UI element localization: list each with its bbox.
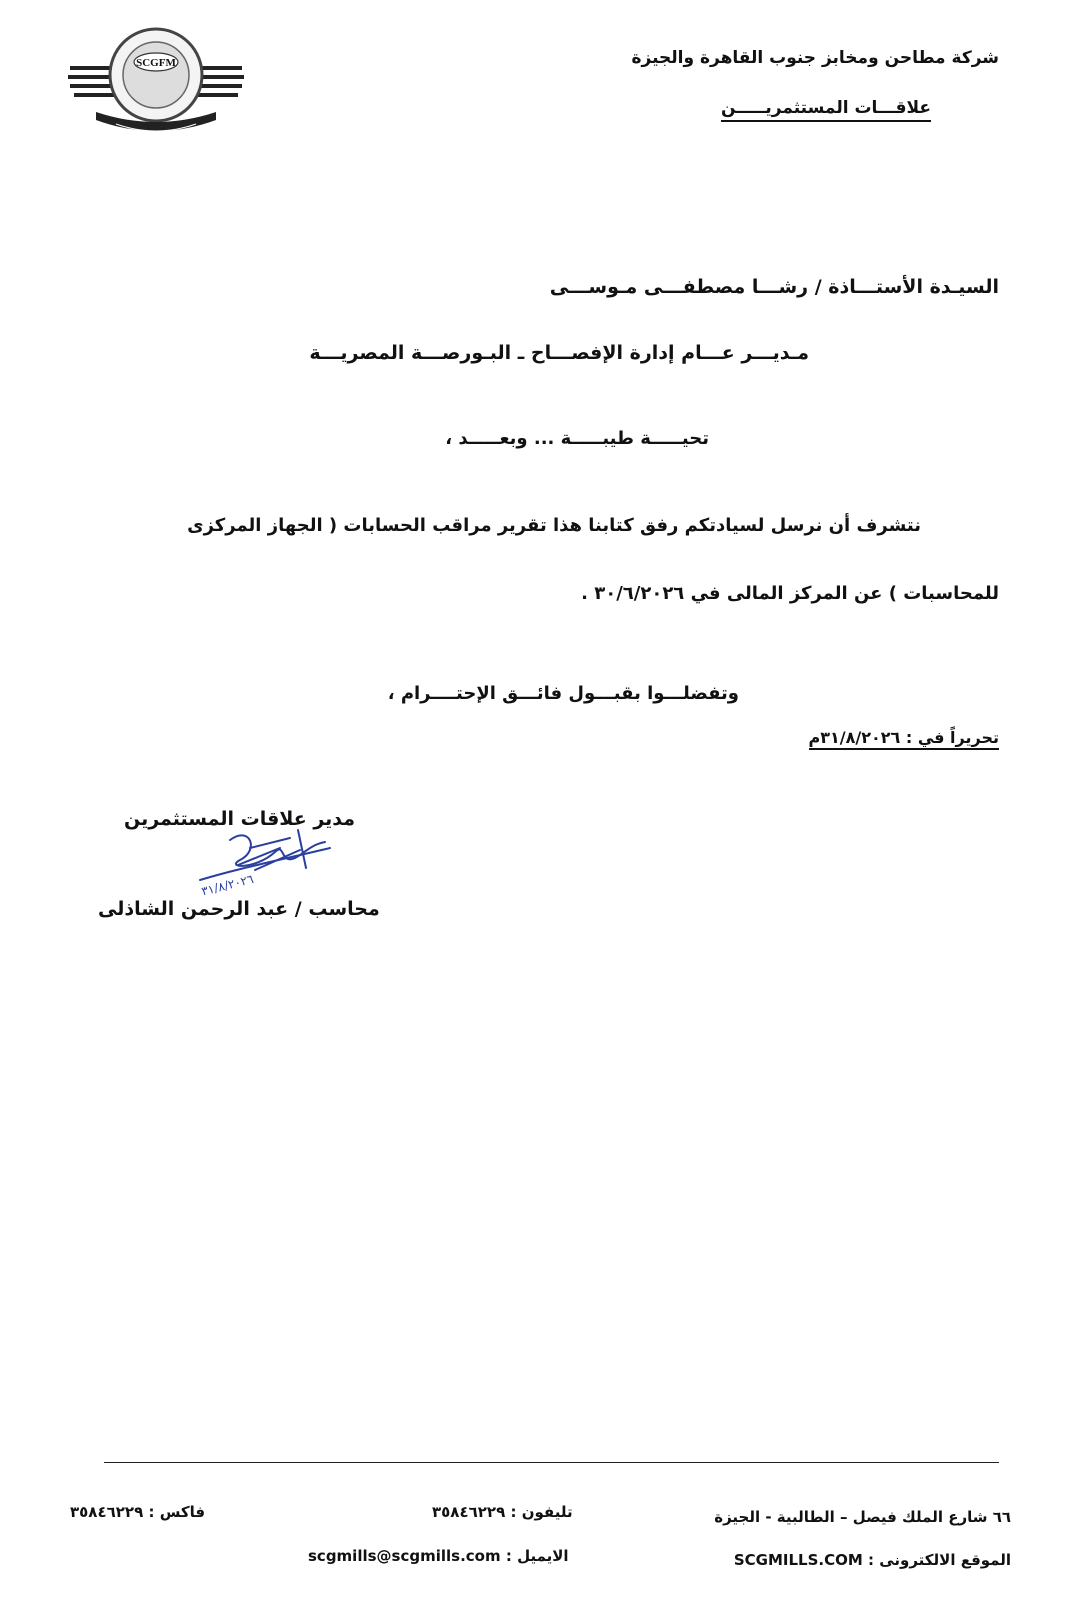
recipient-name: السيـدة الأستـــاذة / رشـــا مصطفـــى مـوســـى xyxy=(549,276,999,298)
fax-value: ٣٥٨٤٦٢٢٩ xyxy=(70,1503,144,1521)
closing-line: وتفضلـــوا بقبـــول فائـــق الإحتــــرام ، xyxy=(387,683,739,704)
signatory-name: محاسب / عبد الرحمن الشاذلى xyxy=(98,898,380,920)
footer-divider xyxy=(104,1462,999,1463)
footer-email xyxy=(308,1547,569,1565)
email-value[interactable]: scgmills@scgmills.com xyxy=(308,1547,501,1565)
website-value[interactable]: SCGMILLS.COM xyxy=(733,1551,863,1569)
body-paragraph-line-1: نتشرف أن نرسل لسيادتكم رفق كتابنا هذا تقرير مراقب الحسابات ( الجهاز المركزى xyxy=(187,515,921,536)
footer-website xyxy=(734,1551,1011,1569)
phone-label: تليفون : xyxy=(510,1503,573,1521)
handwritten-signature xyxy=(180,820,350,910)
company-name: شركة مطاحن ومخابز جنوب القاهرة والجيزة xyxy=(631,48,999,68)
body-paragraph-line-2: للمحاسبات ) عن المركز المالى في ٣٠/٦/٢٠٢٦ . xyxy=(581,583,999,604)
signature-date: ٣١/٨/٢٠٢٦ xyxy=(199,871,255,899)
logo-text: SCGFM xyxy=(136,57,176,69)
recipient-title: مـديـــر عـــام إدارة الإفصـــاح ـ البـورصـــة المصريـــة xyxy=(309,342,809,364)
date-written: تحريراً في : ٣١/٨/٢٠٢٦م xyxy=(809,728,1000,750)
footer-address: ٦٦ شارع الملك فيصل – الطالبية - الجيزة xyxy=(714,1508,1011,1526)
email-label: الايميل : xyxy=(505,1547,569,1565)
footer-phone xyxy=(432,1503,573,1521)
phone-value: ٣٥٨٤٦٢٢٩ xyxy=(432,1503,506,1521)
greeting: تحيـــــة طيبـــــة ... وبعـــــد ، xyxy=(445,428,709,449)
department-title: علاقـــات المستثمريـــــن xyxy=(721,98,931,122)
footer-fax xyxy=(70,1503,205,1521)
fax-label: فاكس : xyxy=(148,1503,206,1521)
company-logo xyxy=(66,20,246,145)
signatory-title: مدير علاقات المستثمرين xyxy=(124,808,356,830)
website-label: الموقع الالكترونى : xyxy=(868,1551,1011,1569)
